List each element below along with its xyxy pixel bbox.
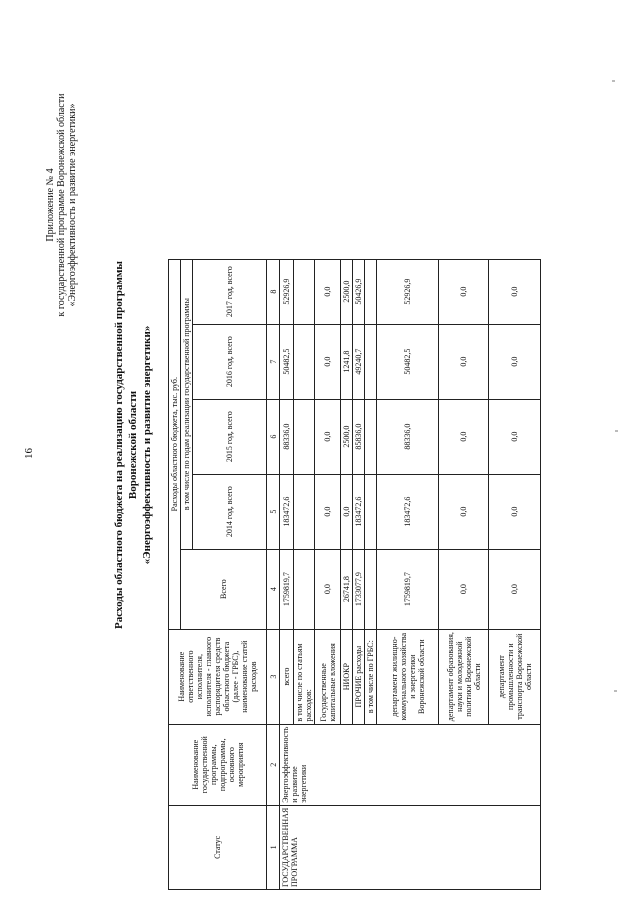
value-2014: 0,0 <box>315 474 341 549</box>
row-name: в том числе по ГРБС: <box>365 629 377 724</box>
header-status: Статус <box>169 805 267 889</box>
row-name: департамент промышленности и транспорта Воронежской области <box>489 629 541 724</box>
header-year-2017: 2017 год, всего <box>193 259 267 324</box>
value-2014: 0,0 <box>439 474 489 549</box>
value-2016: 50482,5 <box>377 324 439 399</box>
empty-cell <box>365 399 377 474</box>
value-2015: 0,0 <box>439 399 489 474</box>
scan-artifact <box>615 430 618 432</box>
value-2017: 50426,9 <box>353 259 365 324</box>
table-row <box>280 259 294 889</box>
empty-cell <box>294 259 315 324</box>
col-num: 4 <box>267 549 280 629</box>
value-2017: 0,0 <box>489 259 541 324</box>
value-2016: 0,0 <box>315 324 341 399</box>
empty-cell <box>365 549 377 629</box>
value-2014: 0,0 <box>489 474 541 549</box>
value-2014: 183472,6 <box>280 474 294 549</box>
program-name-cell: Энергоэффективность и развитие энергетики <box>280 724 541 805</box>
value-total: 0,0 <box>315 549 341 629</box>
value-2016: 0,0 <box>489 324 541 399</box>
header-budget-group: Расходы областного бюджета, тыс. руб. <box>169 259 181 629</box>
row-name: всего <box>280 629 294 724</box>
value-2016: 50482,5 <box>280 324 294 399</box>
row-name: НИОКР <box>341 629 353 724</box>
value-2015: 85836,0 <box>353 399 365 474</box>
header-program-name: Наименование государственной программы, подпрограммы, основного мероприятия <box>169 724 267 805</box>
col-num: 8 <box>267 259 280 324</box>
value-2015: 0,0 <box>315 399 341 474</box>
value-total: 1733077,9 <box>353 549 365 629</box>
col-num: 1 <box>267 805 280 889</box>
row-name: департамент жилищно-коммунального хозяйства и энергетики Воронежской области <box>377 629 439 724</box>
value-total: 1759819,7 <box>377 549 439 629</box>
col-num: 3 <box>267 629 280 724</box>
value-2017: 2500,0 <box>341 259 353 324</box>
appendix-line-2: к государственной программе Воронежской области <box>56 93 67 317</box>
value-2015: 2500,0 <box>341 399 353 474</box>
empty-cell <box>294 549 315 629</box>
col-num: 2 <box>267 724 280 805</box>
col-num: 7 <box>267 324 280 399</box>
value-total: 0,0 <box>439 549 489 629</box>
row-name: департамент образования, науки и молодежной политики Воронежской области <box>439 629 489 724</box>
header-year-2014: 2014 год, всего <box>193 474 267 549</box>
column-number-row <box>267 259 280 889</box>
value-2015: 88336,0 <box>280 399 294 474</box>
row-name: Государственные капитальные вложения <box>315 629 341 724</box>
empty-cell <box>365 474 377 549</box>
scan-artifact <box>614 690 617 692</box>
appendix-line-3: «Энергоэффективность и развитие энергетики» <box>67 103 78 307</box>
page-number: 16 <box>23 448 35 459</box>
value-2016: 0,0 <box>439 324 489 399</box>
empty-cell <box>365 259 377 324</box>
header-by-years: в том числе по годам реализации государственной программы <box>181 259 193 549</box>
value-total: 1759819,7 <box>280 549 294 629</box>
col-num: 5 <box>267 474 280 549</box>
row-name: в том числе по статьям расходов: <box>294 629 315 724</box>
document-title <box>112 255 154 635</box>
status-cell: ГОСУДАРСТВЕННАЯ ПРОГРАММА <box>280 805 541 889</box>
header-year-2016: 2016 год, всего <box>193 324 267 399</box>
row-name: ПРОЧИЕ расходы <box>353 629 365 724</box>
header-total: Всего <box>181 549 267 629</box>
value-2015: 0,0 <box>489 399 541 474</box>
empty-cell <box>294 324 315 399</box>
value-2015: 88336,0 <box>377 399 439 474</box>
empty-cell <box>294 399 315 474</box>
header-year-2015: 2015 год, всего <box>193 399 267 474</box>
value-2017: 52926,9 <box>280 259 294 324</box>
empty-cell <box>294 474 315 549</box>
value-total: 0,0 <box>489 549 541 629</box>
value-2016: 1241,8 <box>341 324 353 399</box>
value-2014: 183472,6 <box>353 474 365 549</box>
scan-artifact <box>612 80 615 82</box>
value-2016: 49240,7 <box>353 324 365 399</box>
value-2014: 0,0 <box>341 474 353 549</box>
value-total: 26741,8 <box>341 549 353 629</box>
header-executor: Наименование ответственного исполнителя, исполнителя - главного распорядителя средств областного бюджета (далее - ГРБС), наименование статей расходов <box>169 629 267 724</box>
value-2017: 0,0 <box>315 259 341 324</box>
budget-table <box>168 259 541 890</box>
appendix-note <box>45 65 78 345</box>
value-2017: 0,0 <box>439 259 489 324</box>
appendix-line-1: Приложение № 4 <box>45 168 56 242</box>
value-2014: 183472,6 <box>377 474 439 549</box>
col-num: 6 <box>267 399 280 474</box>
title-line-2: «Энергоэффективность и развитие энергетики» <box>141 325 153 565</box>
empty-cell <box>365 324 377 399</box>
value-2017: 52926,9 <box>377 259 439 324</box>
title-line-1: Расходы областного бюджета на реализацию государственной программы Воронежской области <box>113 261 139 629</box>
